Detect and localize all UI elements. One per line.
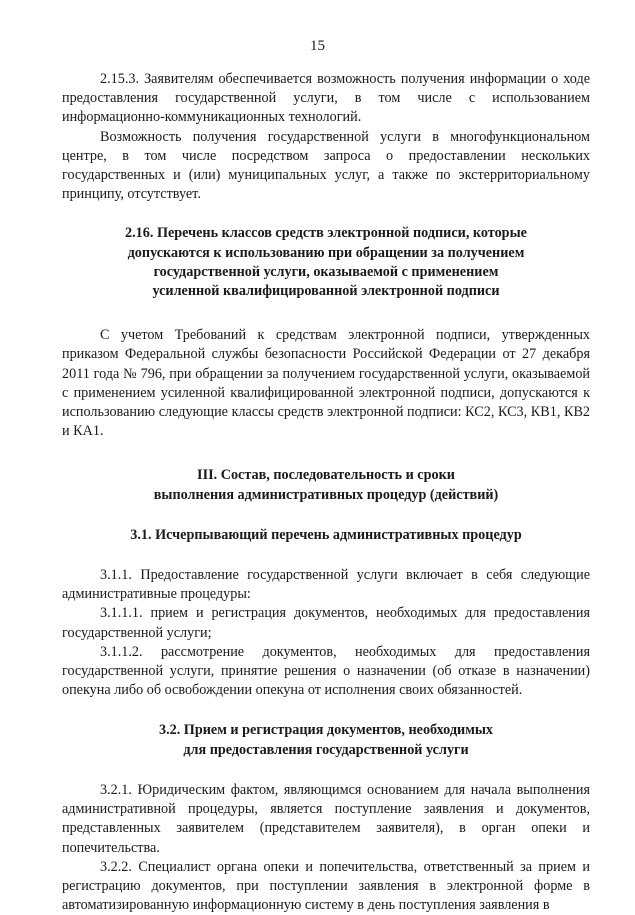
heading-line: допускаются к использованию при обращении за получением [127, 244, 525, 261]
paragraph-signature-classes: С учетом Требований к средствам электронной подписи, утвержденных приказом Федеральной службы безопасности Российской Федерации от 27 декабря 2011 года № 796, при обращении за получением государственной услуги, оказываемой с применением усиленной квалифицированной электронной подписи, допускаются к использованию следующие классы средств электронной подписи: КС2, КС3, КВ1, КВ2 и КА1. [62, 327, 590, 440]
heading-2-16 [62, 224, 590, 301]
heading-line: для предоставления государственной услуги [183, 741, 469, 758]
heading-line: 3.1. Исчерпывающий перечень административных процедур [130, 526, 522, 543]
document-body [62, 70, 590, 915]
paragraph-3-2-2: 3.2.2. Специалист органа опеки и попечительства, ответственный за прием и регистрацию документов, при поступлении заявления в электронной форме в автоматизированную информационную систему в день поступления заявления в [62, 858, 590, 914]
heading-line: 3.2. Прием и регистрация документов, необходимых [158, 722, 494, 739]
heading-section-iii [62, 466, 590, 504]
heading-line: III. Состав, последовательность и сроки [197, 467, 455, 484]
paragraph-3-1-1-1: 3.1.1.1. прием и регистрация документов, необходимых для предоставления государственной услуги; [62, 605, 590, 641]
heading-3-2 [62, 721, 590, 759]
paragraph-mfc-availability: Возможность получения государственной услуги в многофункциональном центре, в том числе посредством запроса о предоставлении нескольких государственных и (или) муниципальных услуг, а также по экстерриториальному принципу, отсутствует. [62, 128, 590, 203]
heading-line: усиленной квалифицированной электронной подписи [152, 283, 500, 300]
heading-line: государственной услуги, оказываемой с применением [153, 263, 499, 280]
heading-line: выполнения административных процедур (действий) [153, 486, 499, 503]
heading-line: 2.16. Перечень классов средств электронной подписи, которые [125, 225, 527, 242]
paragraph-3-2-1: 3.2.1. Юридическим фактом, являющимся основанием для начала выполнения административной процедуры, является поступление заявления и документов, представленных заявителем (представителем заявителя), в орган опеки и попечительства. [62, 781, 590, 856]
paragraph-3-1-1-2: 3.1.1.2. рассмотрение документов, необходимых для предоставления государственной услуги, принятие решения о назначении (об отказе в назначении) опекуна либо об освобождении опекуна от исполнения своих обязанностей. [62, 643, 590, 699]
paragraph-2-15-3: 2.15.3. Заявителям обеспечивается возможность получения информации о ходе предоставления государственной услуги, в том числе с использованием информационно-коммуникационных технологий. [62, 71, 590, 126]
page-number: 15 [310, 38, 325, 54]
heading-3-1 [62, 526, 590, 545]
paragraph-3-1-1: 3.1.1. Предоставление государственной услуги включает в себя следующие административные процедуры: [62, 567, 590, 603]
